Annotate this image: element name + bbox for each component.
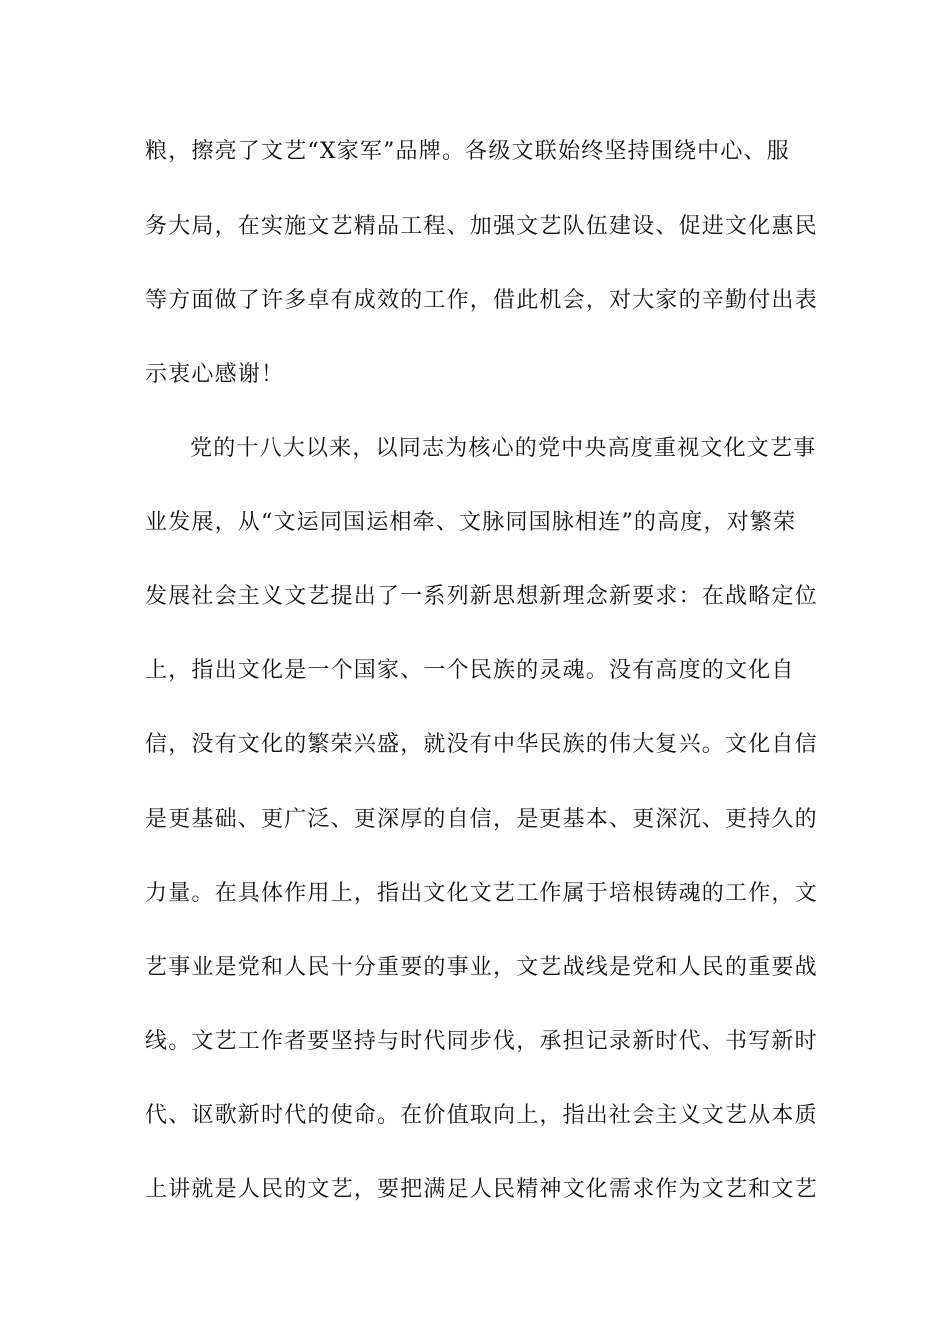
text-line: 上，指出文化是一个国家、一个民族的灵魂。没有高度的文化自 <box>145 658 795 683</box>
text-line: 等方面做了许多卓有成效的工作，借此机会，对大家的辛勤付出表 <box>145 288 818 313</box>
text-line: 力量。在具体作用上，指出文化文艺工作属于培根铸魂的工作，文 <box>145 881 818 906</box>
paragraph-first-line: 党的十八大以来，以同志为核心的党中央高度重视文化文艺事 <box>190 436 817 461</box>
text-line: 务大局，在实施文艺精品工程、加强文艺队伍建设、促进文化惠民 <box>145 214 818 239</box>
text-line: 信，没有文化的繁荣兴盛，就没有中华民族的伟大复兴。文化自信 <box>145 732 818 757</box>
text-line: 线。文艺工作者要坚持与时代同步伐，承担记录新时代、书写新时 <box>145 1029 818 1054</box>
text-line: 代、讴歌新时代的使命。在价值取向上，指出社会主义文艺从本质 <box>145 1103 818 1128</box>
text-line: 艺事业是党和人民十分重要的事业，文艺战线是党和人民的重要战 <box>145 955 818 980</box>
text-line: 示衷心感谢！ <box>145 362 285 387</box>
text-line: 上讲就是人民的文艺，要把满足人民精神文化需求作为文艺和文艺 <box>145 1177 818 1202</box>
text-line: 是更基础、更广泛、更深厚的自信，是更基本、更深沉、更持久的 <box>145 807 818 832</box>
text-line: 业发展，从“文运同国运相牵、文脉同国脉相连”的高度，对繁荣 <box>145 510 797 535</box>
text-line: 发展社会主义文艺提出了一系列新思想新理念新要求：在战略定位 <box>145 584 818 609</box>
text-line: 粮，擦亮了文艺“X家军”品牌。各级文联始终坚持围绕中心、服 <box>145 139 790 164</box>
